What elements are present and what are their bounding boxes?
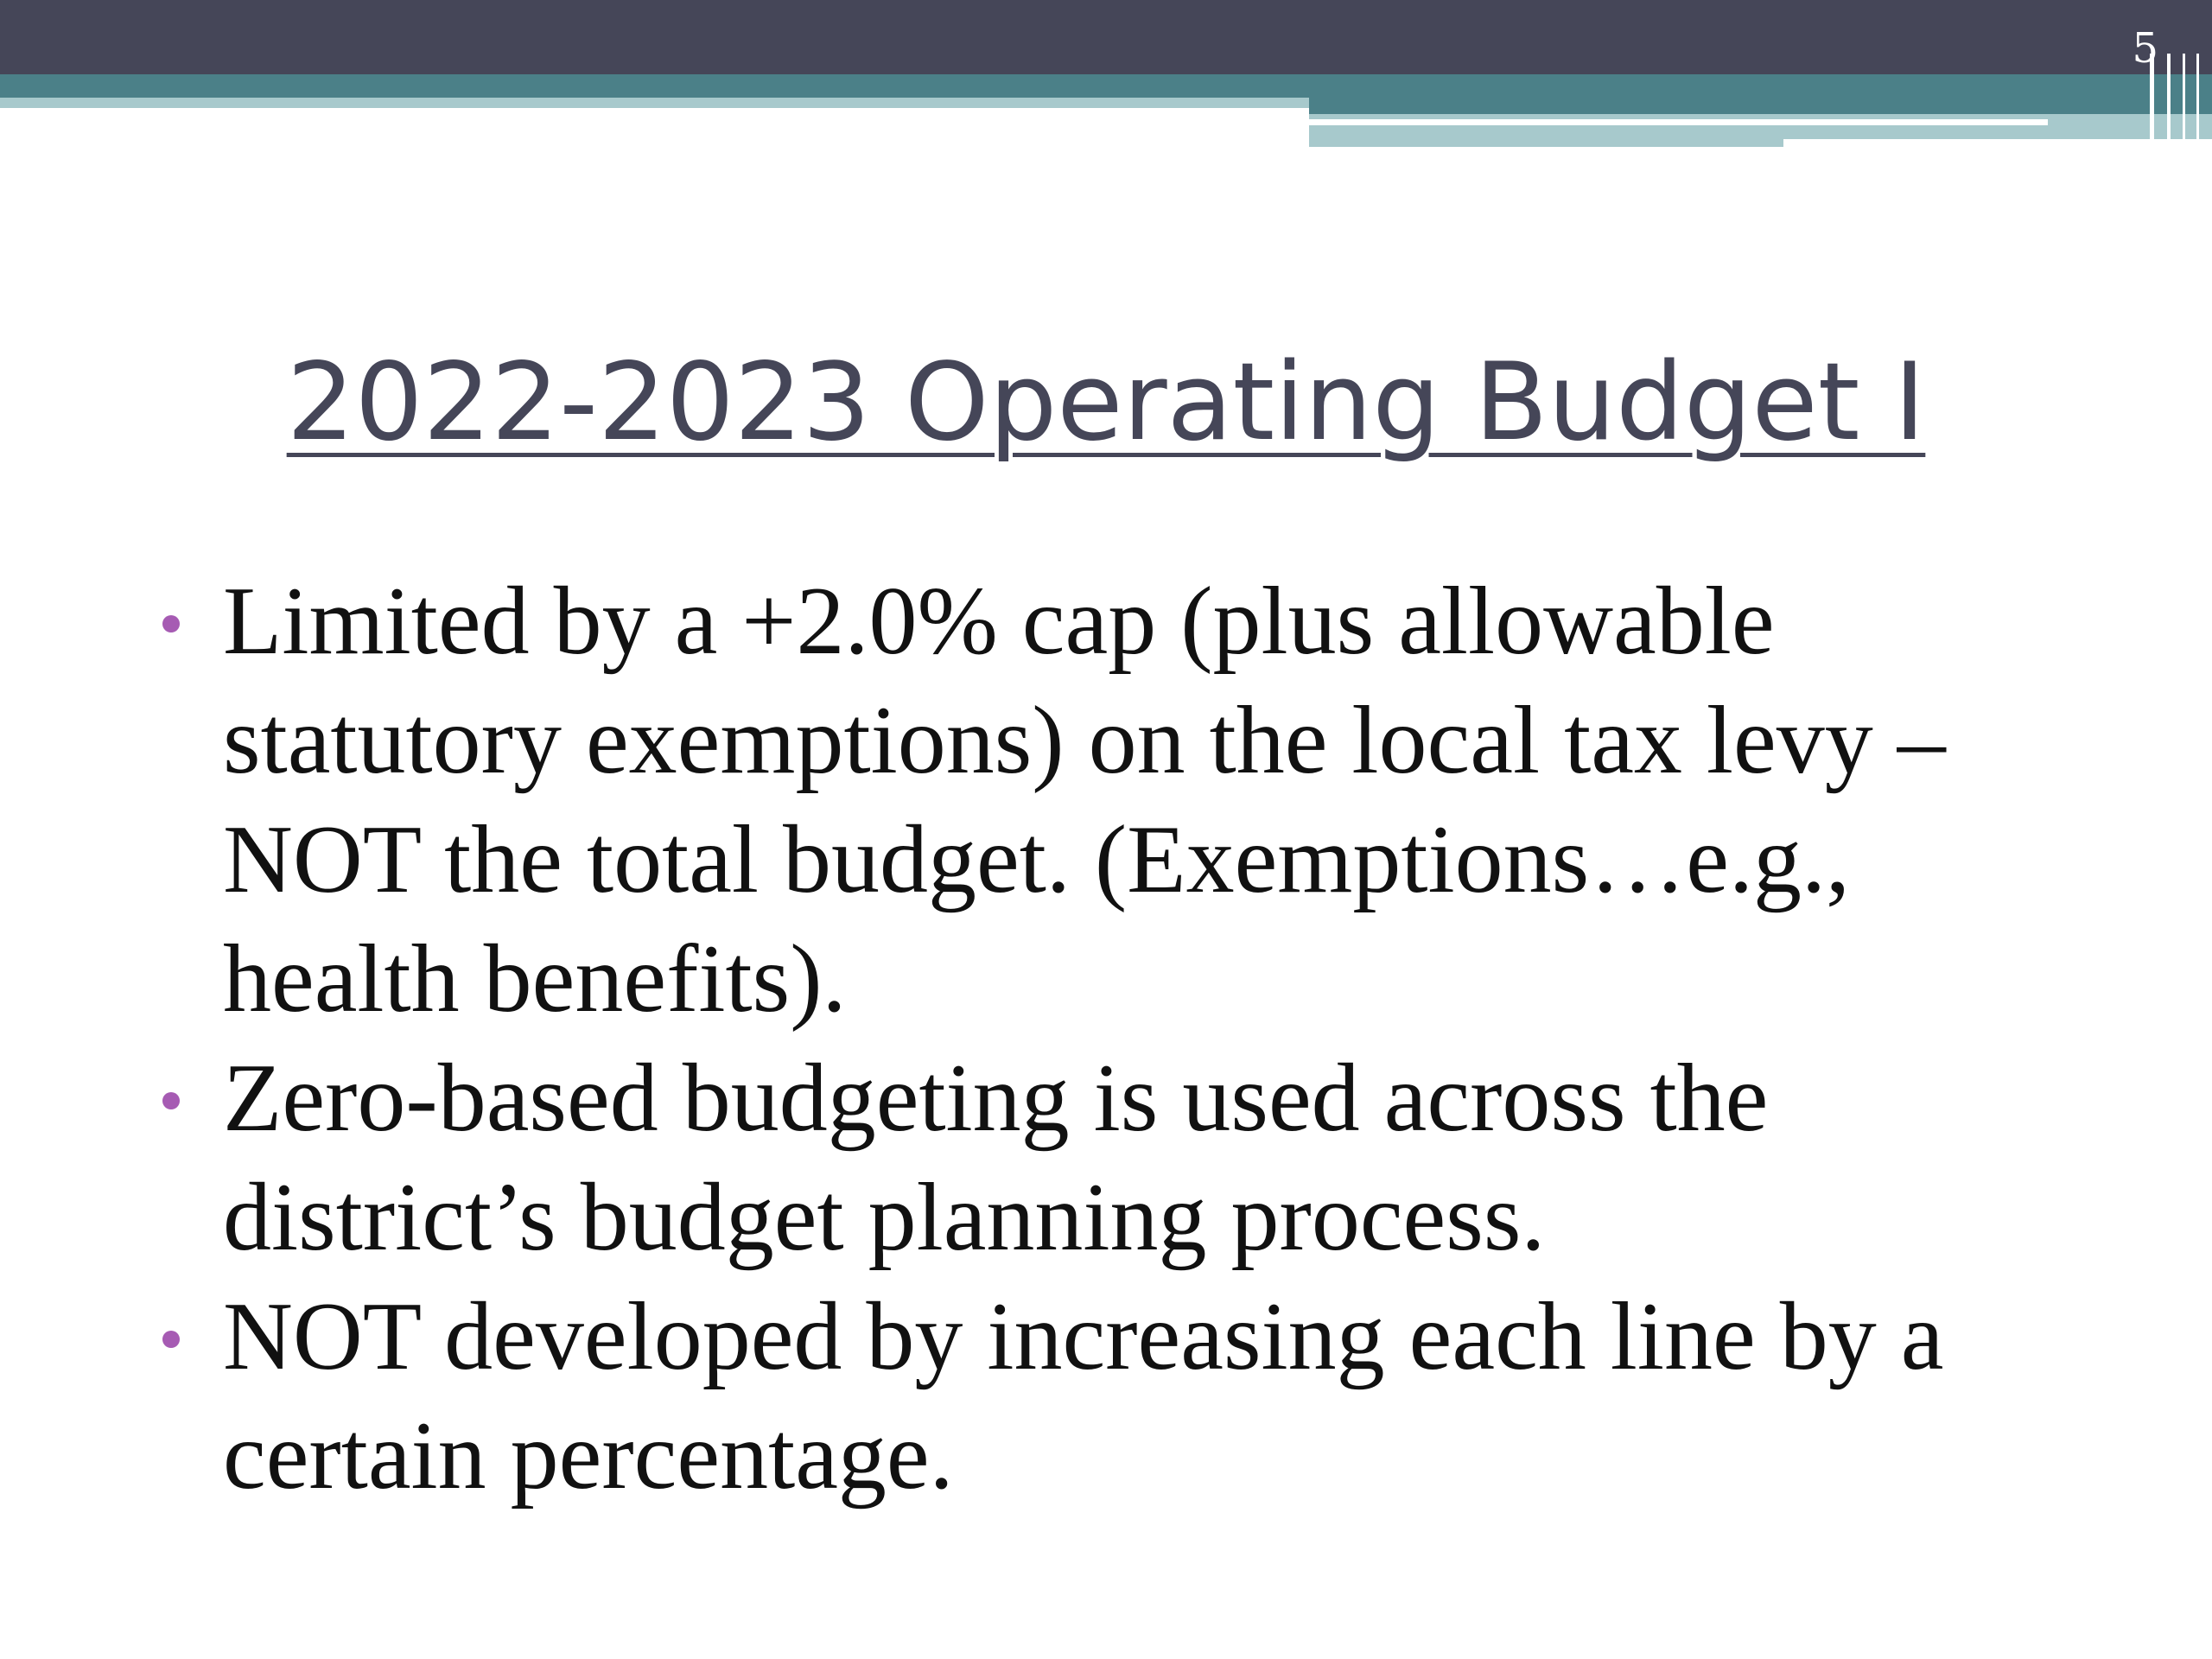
header-white-line-short [1783, 139, 2212, 147]
header-vertical-stripe [2167, 54, 2171, 149]
header-teal-bar-right [1309, 74, 2212, 114]
bullet-text: NOT developed by increasing each line by a certain percentage. [223, 1283, 1944, 1510]
header-vertical-stripe [2196, 54, 2199, 149]
bullet-item [156, 1039, 2108, 1277]
bullet-text: Limited by a +2.0% cap (plus allowable statutory exemptions) on the local tax levy – NOT the total budget. (Exemptions…e.g., health benefits). [223, 568, 1946, 1033]
header-white-line [1309, 119, 2048, 125]
bullet-list [156, 562, 2108, 1516]
bullet-item [156, 1277, 2108, 1516]
bullet-dot-icon [162, 615, 180, 632]
bullet-item [156, 562, 2108, 1039]
slide-number: 5 [2132, 24, 2158, 73]
header-teal-bar-left [0, 74, 1309, 98]
bullet-dot-icon [162, 1331, 180, 1348]
slide-title: 2022-2023 Operating Budget I [286, 340, 1926, 465]
header-dark-bar [0, 0, 2212, 74]
header-vertical-stripe [2183, 54, 2185, 149]
bullet-dot-icon [162, 1092, 180, 1109]
header-light-bar-left [0, 98, 1309, 108]
bullet-text: Zero-based budgeting is used across the district’s budget planning process. [223, 1045, 1769, 1271]
